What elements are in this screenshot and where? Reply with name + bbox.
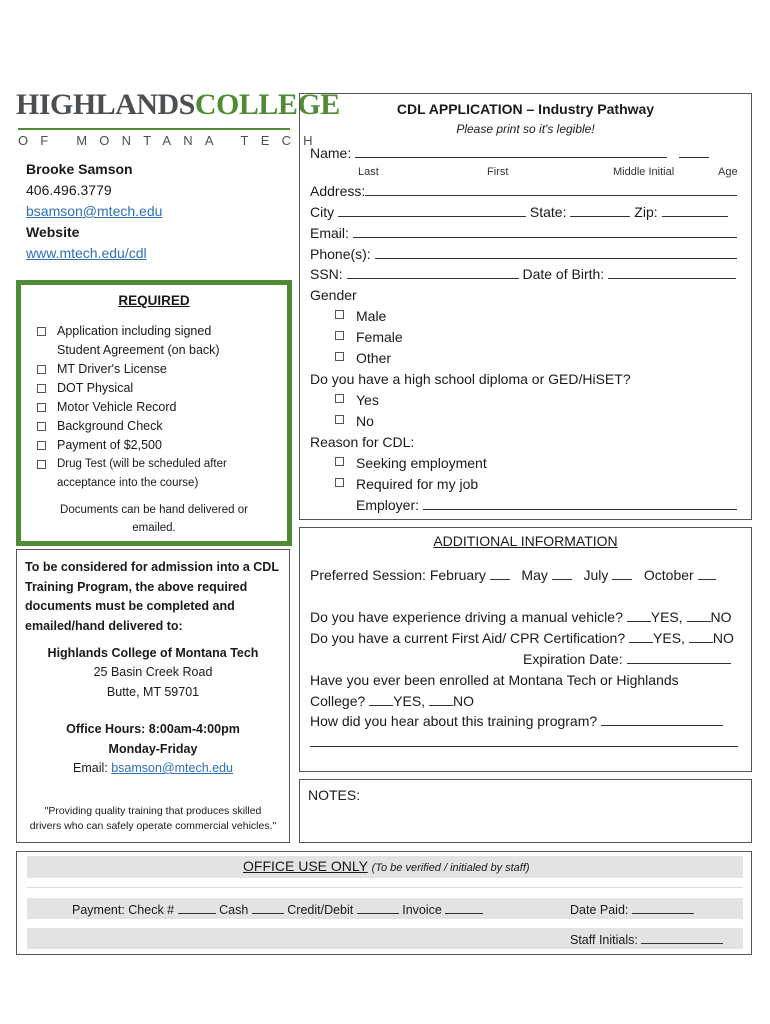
checkbox-icon[interactable]: [335, 415, 344, 424]
state-field[interactable]: [570, 204, 630, 217]
phone-row: [310, 246, 737, 262]
option-label: Female: [356, 329, 403, 345]
logo-rule: [18, 128, 290, 130]
checkbox-icon[interactable]: [37, 403, 46, 412]
checkbox-icon[interactable]: [37, 441, 46, 450]
website-label: Website: [26, 224, 80, 240]
admission-intro: To be considered for admission into a CDL Training Program, the above required documents must be completed and emailed/hand delivered to:: [25, 560, 279, 633]
may-label: May: [521, 567, 548, 583]
office-hours: Office Hours: 8:00am-4:00pm: [66, 722, 240, 736]
admission-street: 25 Basin Creek Road: [93, 665, 213, 679]
firstaid-row: [310, 630, 734, 646]
admission-email-link[interactable]: bsamson@mtech.edu: [111, 761, 233, 775]
july-field[interactable]: [612, 567, 632, 580]
contact-email-link[interactable]: bsamson@mtech.edu: [26, 203, 163, 219]
invoice-label: Invoice: [402, 903, 442, 917]
enrolled-no-field[interactable]: [429, 693, 453, 706]
note-line: emailed.: [132, 522, 176, 534]
state-label: State:: [529, 204, 567, 220]
credit-label: Credit/Debit: [287, 903, 354, 917]
expiration-row: [523, 651, 731, 667]
february-field[interactable]: [490, 567, 510, 580]
city-label: City: [310, 204, 335, 220]
checkbox-icon[interactable]: [37, 327, 46, 336]
name-label: Name:: [310, 145, 352, 161]
email-field[interactable]: [353, 225, 737, 238]
college-logo: [16, 88, 340, 122]
yes-label: YES,: [650, 609, 683, 625]
logo-part1: HIGHLANDS: [16, 88, 195, 121]
ssn-field[interactable]: [347, 266, 519, 279]
credit-field[interactable]: [357, 901, 399, 914]
additional-title: ADDITIONAL INFORMATION: [433, 533, 618, 549]
middle-sublabel: Middle Initial: [613, 166, 675, 178]
employer-label: Employer:: [356, 497, 420, 513]
firstaid-no-field[interactable]: [689, 630, 713, 643]
office-title-note: (To be verified / initialed by staff): [371, 862, 530, 874]
last-sublabel: Last: [358, 166, 379, 178]
reason-option-seeking[interactable]: [335, 455, 487, 471]
required-item-label: Payment of $2,500: [57, 438, 162, 452]
checkbox-icon[interactable]: [335, 478, 344, 487]
gender-option-male[interactable]: [335, 308, 386, 324]
logo-subtitle: OF MONTANA TECH: [18, 133, 325, 148]
enrolled-question-line2: College?: [310, 693, 366, 709]
city-field[interactable]: [338, 204, 526, 217]
date-paid-label: Date Paid:: [570, 903, 629, 917]
required-title: REQUIRED: [118, 293, 190, 308]
ssn-label: SSN:: [310, 266, 343, 282]
checkbox-icon[interactable]: [37, 460, 46, 469]
address-row: [310, 183, 737, 199]
required-item: [57, 379, 133, 398]
website-link[interactable]: www.mtech.edu/cdl: [26, 245, 147, 261]
phone-label: Phone(s):: [310, 246, 371, 262]
option-label: Required for my job: [356, 476, 479, 492]
admission-quote: [25, 804, 281, 834]
application-title: CDL APPLICATION – Industry Pathway: [396, 101, 655, 117]
employer-field[interactable]: [423, 497, 737, 510]
reason-label: Reason for CDL:: [310, 434, 415, 450]
required-item: [57, 417, 163, 436]
logo-part2: COLLEGE: [194, 88, 340, 121]
email-label: Email:: [310, 225, 349, 241]
quote-line: "Providing quality training that produces skilled: [44, 805, 262, 817]
october-field[interactable]: [698, 567, 716, 580]
staff-initials-label: Staff Initials:: [570, 933, 638, 947]
office-title: OFFICE USE ONLY: [243, 858, 368, 874]
no-label: NO: [712, 630, 734, 646]
notes-box[interactable]: [299, 779, 752, 843]
employer-row: [356, 497, 737, 513]
dob-label: Date of Birth:: [522, 266, 605, 282]
yes-label: YES,: [653, 630, 685, 646]
expiration-field[interactable]: [627, 651, 731, 664]
required-item-label: Student Agreement (on back): [57, 343, 220, 357]
hear-field[interactable]: [601, 713, 723, 726]
manual-yes-field[interactable]: [627, 609, 651, 622]
required-item-continued: [57, 474, 198, 493]
diploma-question: Do you have a high school diploma or GED/HiSET?: [310, 371, 631, 387]
firstaid-yes-field[interactable]: [629, 630, 653, 643]
required-item-label: Motor Vehicle Record: [57, 400, 177, 414]
application-box: [299, 93, 752, 520]
quote-line: drivers who can safely operate commercial vehicles.": [29, 820, 277, 832]
enrolled-row: [310, 693, 474, 709]
contact-name: Brooke Samson: [26, 161, 133, 177]
enrolled-question-line1: Have you ever been enrolled at Montana Tech or Highlands: [310, 672, 679, 688]
check-number-field[interactable]: [178, 901, 216, 914]
zip-field[interactable]: [662, 204, 728, 217]
firstaid-question: Do you have a current First Aid/ CPR Certification?: [310, 630, 626, 646]
required-item-label: DOT Physical: [57, 381, 134, 395]
required-note: [51, 501, 257, 537]
dob-field[interactable]: [608, 266, 736, 279]
no-label: NO: [710, 609, 732, 625]
gender-label: Gender: [310, 287, 357, 303]
admission-org: Highlands College of Montana Tech: [47, 646, 259, 660]
required-item: [57, 360, 167, 379]
office-title-row: [243, 858, 530, 874]
required-item-continued: [57, 341, 220, 360]
july-label: July: [583, 567, 609, 583]
required-item-label: acceptance into the course): [57, 477, 199, 489]
option-label: Other: [356, 350, 392, 366]
office-days: Monday-Friday: [108, 742, 198, 756]
required-documents-box: [16, 280, 292, 546]
ssn-row: [310, 266, 736, 282]
hear-field-line2[interactable]: [310, 746, 738, 747]
checkbox-icon[interactable]: [37, 365, 46, 374]
notes-label: NOTES:: [308, 787, 361, 803]
date-paid-row: [570, 901, 694, 917]
invoice-field[interactable]: [445, 901, 483, 914]
staff-initials-field[interactable]: [641, 931, 723, 944]
checkbox-icon[interactable]: [37, 422, 46, 431]
address-label: Address:: [310, 183, 366, 199]
session-label: Preferred Session: February: [310, 567, 486, 583]
age-field[interactable]: [679, 145, 709, 158]
enrolled-yes-field[interactable]: [369, 693, 393, 706]
option-label: Seeking employment: [356, 455, 487, 471]
gender-option-other[interactable]: [335, 350, 391, 366]
required-item-label: Application including signed: [57, 324, 212, 338]
manual-no-field[interactable]: [687, 609, 711, 622]
required-item: [57, 322, 211, 341]
admission-info-box: [16, 549, 290, 843]
checkbox-icon[interactable]: [335, 310, 344, 319]
contact-phone: 406.496.3779: [26, 182, 112, 198]
required-item: [57, 436, 162, 455]
payment-label: Payment: Check #: [72, 903, 175, 917]
name-row: [310, 145, 709, 161]
checkbox-icon[interactable]: [335, 352, 344, 361]
option-label: Male: [356, 308, 387, 324]
city-row: [310, 204, 728, 220]
date-paid-field[interactable]: [632, 901, 694, 914]
checkbox-icon[interactable]: [335, 394, 344, 403]
name-field[interactable]: [355, 145, 667, 158]
option-label: Yes: [356, 392, 379, 408]
required-item: [57, 398, 177, 417]
checkbox-icon[interactable]: [335, 331, 344, 340]
age-sublabel: Age: [718, 166, 738, 178]
office-divider: [27, 887, 743, 888]
manual-row: [310, 609, 732, 625]
checkbox-icon[interactable]: [335, 457, 344, 466]
required-item-label: Drug Test (will be scheduled after: [57, 458, 227, 470]
required-item: [57, 455, 227, 474]
payment-row: [72, 901, 483, 917]
note-line: Documents can be hand delivered or: [60, 504, 248, 516]
session-row: [310, 567, 716, 583]
first-sublabel: First: [487, 166, 509, 178]
reason-option-required[interactable]: [335, 476, 478, 492]
diploma-option-yes[interactable]: [335, 392, 379, 408]
phone-field[interactable]: [375, 246, 737, 259]
required-item-label: Background Check: [57, 419, 163, 433]
zip-label: Zip:: [634, 204, 658, 220]
expiration-label: Expiration Date:: [523, 651, 623, 667]
application-subtitle: Please print so it's legible!: [456, 122, 595, 136]
required-item-label: MT Driver's License: [57, 362, 167, 376]
office-use-box: [16, 851, 752, 955]
yes-label: YES,: [393, 693, 426, 709]
no-label: NO: [452, 693, 474, 709]
additional-info-box: [299, 527, 752, 772]
admission-city: Butte, MT 59701: [106, 685, 200, 699]
hear-question: How did you hear about this training program?: [310, 713, 598, 729]
manual-question: Do you have experience driving a manual vehicle?: [310, 609, 623, 625]
email-row: [310, 225, 737, 241]
checkbox-icon[interactable]: [37, 384, 46, 393]
october-label: October: [643, 567, 694, 583]
gender-option-female[interactable]: [335, 329, 403, 345]
cash-label: Cash: [219, 903, 249, 917]
address-field[interactable]: [365, 183, 737, 196]
hear-row: [310, 713, 723, 729]
may-field[interactable]: [552, 567, 572, 580]
admission-email: [25, 759, 281, 779]
cash-field[interactable]: [252, 901, 284, 914]
email-label: Email:: [73, 761, 108, 775]
staff-initials-row: [570, 931, 723, 947]
option-label: No: [356, 413, 374, 429]
diploma-option-no[interactable]: [335, 413, 374, 429]
